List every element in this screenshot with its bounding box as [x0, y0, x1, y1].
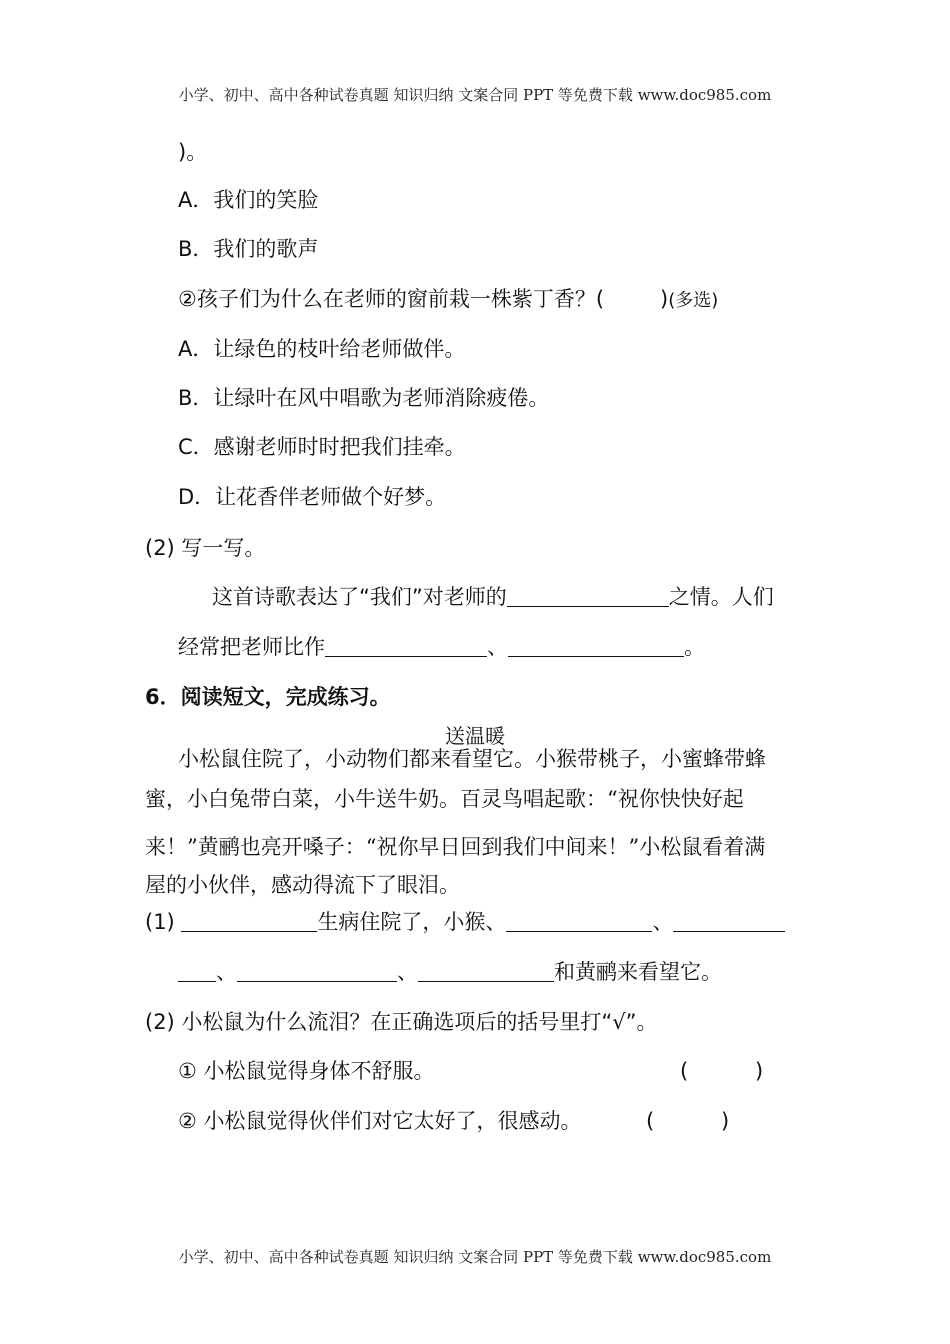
fill-blank[interactable]: [178, 959, 216, 982]
multi-select-note: (多选): [668, 290, 719, 311]
question-2-text: ②孩子们为什么在老师的窗前栽一株紫丁香？(: [178, 287, 605, 311]
sub2-item-2: ② 小松鼠觉得伙伴们对它太好了，很感动。: [178, 1109, 582, 1133]
part2-line-1-text: 这首诗歌表达了“我们”对老师的: [212, 585, 507, 609]
separator: 、: [397, 960, 418, 984]
period: 。: [684, 635, 705, 659]
fill-blank[interactable]: [237, 959, 397, 982]
q2-option-d: D．让花香伴老师做个好梦。: [178, 485, 447, 509]
page-header: 小学、初中、高中各种试卷真题 知识归纳 文案合同 PPT 等免费下载 www.doc985.com: [178, 86, 772, 104]
fill-blank[interactable]: [507, 584, 669, 607]
page-footer: 小学、初中、高中各种试卷真题 知识归纳 文案合同 PPT 等免费下载 www.doc985.com: [178, 1248, 772, 1266]
passage-line: 小松鼠住院了，小动物们都来看望它。小猴带桃子，小蜜蜂带蜂: [178, 747, 766, 771]
fill-blank[interactable]: [508, 634, 684, 657]
fill-blank[interactable]: [325, 634, 487, 657]
separator: 、: [487, 635, 508, 659]
answer-paren-open[interactable]: (: [680, 1059, 689, 1083]
option-a: A．我们的笑脸: [178, 188, 319, 212]
sub2-item-1: ① 小松鼠觉得身体不舒服。: [178, 1059, 435, 1083]
passage-line: 蜜，小白兔带白菜，小牛送牛奶。百灵鸟唱起歌：“祝你快快好起: [145, 787, 744, 811]
part2-label: (2) 写一写。: [145, 536, 266, 560]
option-b: B．我们的歌声: [178, 237, 319, 261]
question-2-close: ): [660, 287, 669, 311]
sub1-line-1: [145, 908, 785, 936]
part2-line-1: [212, 583, 774, 611]
sub1-text: 生病住院了，小猴、: [317, 910, 507, 934]
fill-blank[interactable]: [506, 909, 652, 932]
separator: 、: [216, 960, 237, 984]
question-tail: )。: [178, 140, 208, 164]
answer-paren-close: ): [755, 1059, 764, 1083]
fill-blank[interactable]: [418, 959, 554, 982]
sub1-line-2: [178, 958, 722, 986]
separator: 、: [652, 910, 674, 934]
question-2-stem: [178, 285, 718, 315]
fill-blank[interactable]: [181, 909, 317, 932]
sub1-label: (1): [145, 910, 175, 934]
sub1-end: 和黄鹂来看望它。: [554, 960, 722, 984]
question-6-heading: 6．阅读短文，完成练习。: [145, 685, 391, 709]
fill-blank[interactable]: [673, 909, 785, 932]
answer-paren-open[interactable]: (: [646, 1109, 655, 1133]
q2-option-a: A．让绿色的枝叶给老师做伴。: [178, 337, 466, 361]
part2-line-2-text: 经常把老师比作: [178, 635, 325, 659]
answer-paren-close: ): [721, 1109, 730, 1133]
passage-line: 来！”黄鹂也亮开嗓子：“祝你早日回到我们中间来！”小松鼠看着满: [145, 835, 766, 859]
sub2-label: (2) 小松鼠为什么流泪？在正确选项后的括号里打“√”。: [145, 1010, 658, 1034]
passage-line: 屋的小伙伴，感动得流下了眼泪。: [145, 873, 460, 897]
q2-option-c: C．感谢老师时时把我们挂牵。: [178, 435, 466, 459]
part2-line-2: [178, 633, 705, 661]
passage-title: 送温暖: [445, 724, 505, 748]
q2-option-b: B．让绿叶在风中唱歌为老师消除疲倦。: [178, 386, 550, 410]
part2-line-1-end: 之情。人们: [668, 585, 774, 609]
